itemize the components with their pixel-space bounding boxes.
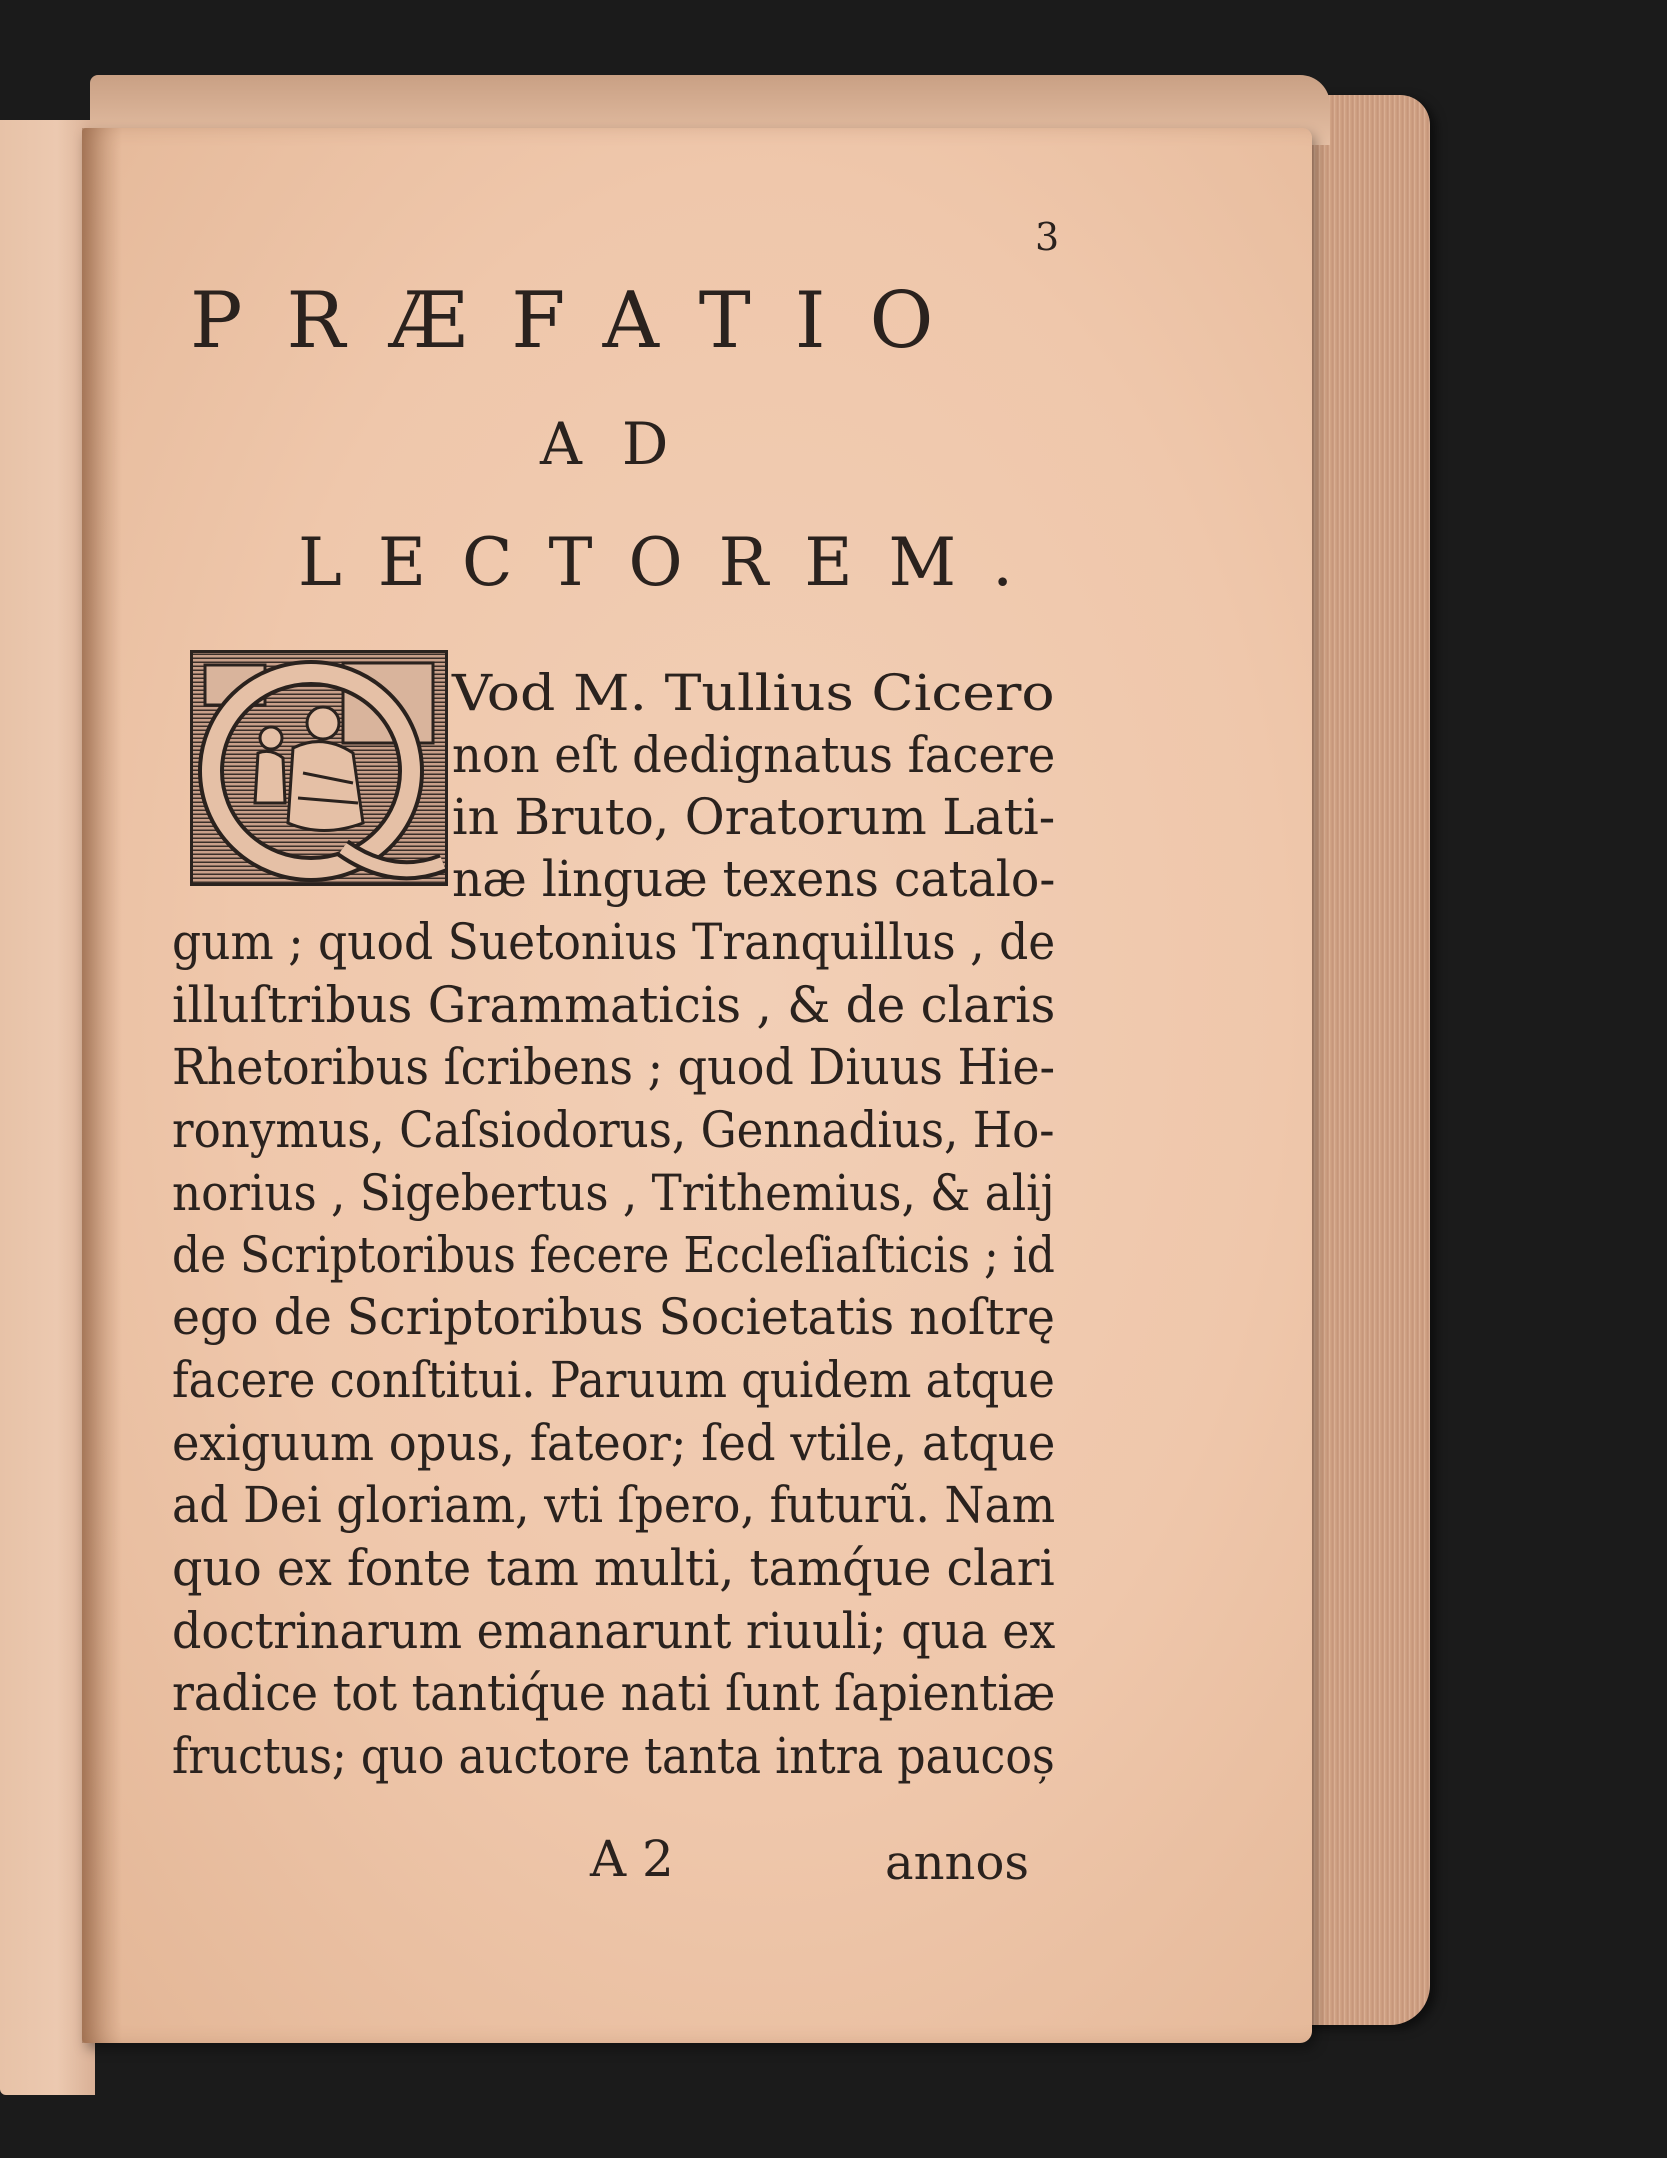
page-title: PRÆFATIO: [190, 276, 978, 366]
body-line: in Bruto, Oratorum Lati-: [452, 788, 1056, 846]
signature-mark: A 2: [590, 1830, 674, 1888]
page-number: 3: [1035, 215, 1060, 259]
body-line: doctrinarum emanarunt riuuli; qua ex: [172, 1602, 1056, 1660]
body-line: fructus; quo auctore tanta intra paucoș: [172, 1727, 1055, 1785]
body-line: gum ; quod Suetonius Tranquillus , de: [172, 913, 1056, 971]
body-line: exiguum opus, fateor; ſed vtile, atque: [172, 1414, 1056, 1472]
body-line: radice tot tantiq́ue nati ſunt ſapientiæ: [172, 1664, 1056, 1722]
body-line: ad Dei gloriam, vti ſpero, futurũ. Nam: [172, 1476, 1056, 1534]
body-line: facere conſtitui. Paruum quidem atque: [172, 1351, 1055, 1409]
body-line: Vod M. Tullius Cicero: [452, 664, 1055, 722]
catchword: annos: [885, 1835, 1029, 1891]
body-line: de Scriptoribus fecere Eccleſiaſticis ; id: [172, 1226, 1055, 1284]
gutter-shadow: [82, 128, 122, 2043]
decorated-initial: [190, 650, 448, 886]
woodcut-initial-scholar-icon: [193, 653, 445, 883]
body-line: norius , Sigebertus , Trithemius, & alij: [172, 1164, 1055, 1222]
body-line: næ linguæ texens catalo-: [452, 850, 1056, 908]
body-line: ronymus, Caſsiodorus, Gennadius, Ho-: [172, 1101, 1055, 1159]
body-line: non eſt dedignatus facere: [452, 726, 1056, 784]
title-addressee: LECTOREM.: [298, 524, 1050, 601]
body-line: Rhetoribus ſcribens ; quod Diuus Hie-: [172, 1038, 1056, 1096]
body-line: ego de Scriptoribus Societatis noſtrę: [172, 1288, 1055, 1346]
body-line: quo ex fonte tam multi, tamq́ue clari: [172, 1539, 1055, 1597]
body-line: illuſtribus Grammaticis , & de claris: [172, 976, 1056, 1034]
title-sub: AD: [540, 410, 709, 478]
facing-page-edge: [0, 120, 95, 2095]
